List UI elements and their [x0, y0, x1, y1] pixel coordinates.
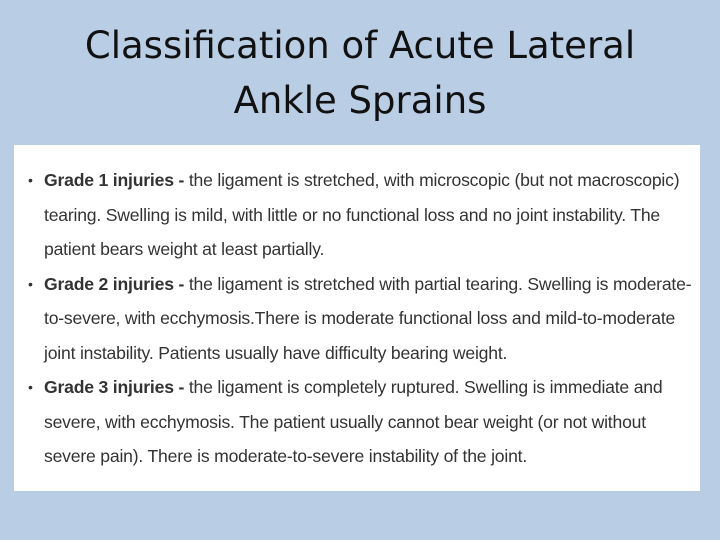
slide-title-line-2: Ankle Sprains [233, 79, 487, 122]
bullet-icon: • [28, 172, 33, 188]
grade-2-description: the ligament is stretched with partial tearing. Swelling is moderate-to-severe, with ecchymosis.There is moderate functional loss and mild-to-moderate joint instability. Patients usually have difficulty bearing weight. [44, 273, 692, 363]
list-item-grade-2 [14, 267, 700, 371]
grade-3-description: the ligament is completely ruptured. Swelling is immediate and severe, with ecchymosis. The patient usually cannot bear weight (or not without severe pain). There is moderate-to-severe instability of the joint. [44, 377, 663, 466]
grade-2-label: Grade 2 injuries - [44, 273, 185, 294]
grade-3-label: Grade 3 injuries - [44, 377, 185, 397]
bullet-icon: • [28, 379, 33, 395]
bullet-icon: • [28, 275, 33, 292]
slide-title-line-1: Classification of Acute Lateral [84, 24, 636, 67]
slide-title [0, 18, 720, 128]
grade-1-description: the ligament is stretched, with microscopic (but not macroscopic) tearing. Swelling is mild, with little or no functional loss and no joint instability. The patient bears weight at least partially. [44, 170, 680, 259]
grade-list [14, 163, 700, 474]
content-panel [14, 145, 700, 491]
grade-1-label: Grade 1 injuries - [44, 170, 185, 190]
list-item-grade-1 [14, 163, 700, 267]
list-item-grade-3 [14, 370, 700, 474]
